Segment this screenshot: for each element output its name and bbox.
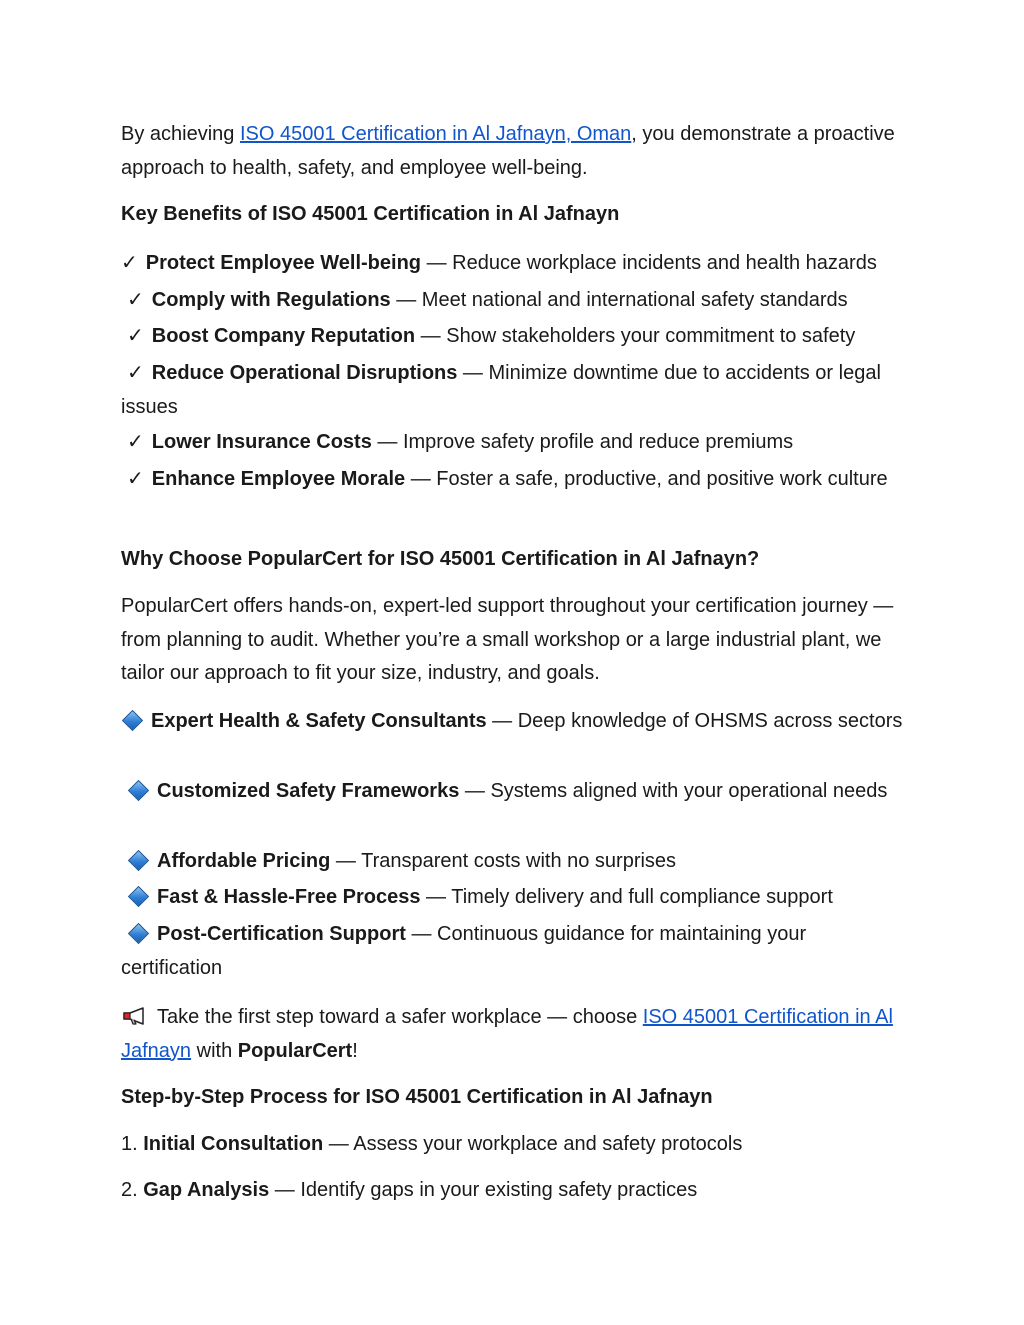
benefit-item [121,320,917,354]
benefit-text: — Reduce workplace incidents and health hazards [421,252,877,274]
check-icon: ✓ [127,431,144,453]
benefit-title: Boost Company Reputation [151,325,416,347]
why-item-text: — Continuous guidance for maintaining your certification [121,923,807,979]
blue-diamond-icon [122,710,143,731]
benefits-heading: Key Benefits of ISO 45001 Certification in Al Jafnayn [121,203,620,225]
intro-text-before: By achieving [121,123,240,145]
cta-brand: PopularCert [237,1039,353,1062]
benefit-item [121,463,911,497]
benefit-text: — Meet national and international safety standards [390,289,848,311]
cta-text-after: ! [352,1039,358,1062]
why-item-title: Customized Safety Frameworks [157,780,460,802]
why-heading: Why Choose PopularCert for ISO 45001 Certification in Al Jafnayn? [121,548,760,570]
check-icon: ✓ [127,468,144,490]
megaphone-icon [121,1006,149,1026]
steps-heading: Step-by-Step Process for ISO 45001 Certification in Al Jafnayn [121,1086,713,1108]
step-item [121,1174,911,1208]
benefit-title: Protect Employee Well-being [145,252,422,274]
intro-text-after: , you demonstrate a proactive approach to health, safety, and employee well-being. [121,123,895,179]
blue-diamond-icon [128,850,149,871]
cta-text-middle: with [191,1039,238,1062]
check-icon: ✓ [127,325,144,347]
blue-diamond-icon [128,886,149,907]
benefit-item [121,357,911,424]
blue-diamond-icon [128,923,149,944]
step-title: Gap Analysis [143,1179,270,1201]
why-item-text: — Transparent costs with no surprises [330,850,677,872]
why-item-title: Affordable Pricing [157,850,331,872]
iso-certification-link[interactable]: ISO 45001 Certification in Al Jafnayn, Oman [239,123,632,145]
blue-diamond-icon [128,780,149,801]
benefit-text: — Improve safety profile and reduce premiums [371,431,794,453]
intro-paragraph [121,118,911,185]
why-item [121,881,917,915]
benefit-title: Comply with Regulations [151,289,391,311]
cta-text-before: Take the first step toward a safer workplace — choose [157,1006,643,1028]
benefit-text: — Minimize downtime due to accidents or legal issues [121,362,881,418]
benefit-title: Lower Insurance Costs [151,431,372,453]
benefit-text: — Foster a safe, productive, and positive work culture [405,468,888,490]
why-item [121,918,911,985]
check-icon: ✓ [127,362,144,384]
step-text: — Assess your workplace and safety protocols [323,1133,743,1155]
step-number: 1. [121,1133,144,1155]
why-item-text: — Systems aligned with your operational needs [459,780,888,802]
why-item [121,775,911,809]
benefit-title: Reduce Operational Disruptions [151,362,458,384]
why-paragraph: PopularCert offers hands-on, expert-led support throughout your certification journey — from planning to audit. Whether you’re a small workshop or a large industrial plant, we tailor our approach to fit your size, industry, and goals. [121,595,894,684]
why-item-title: Fast & Hassle-Free Process [157,886,421,908]
why-item-text: — Deep knowledge of OHSMS across sectors [486,710,903,732]
why-item [121,705,911,739]
benefit-item [121,426,917,460]
step-number: 2. [121,1179,144,1201]
cta-paragraph [121,1001,911,1068]
why-item-title: Expert Health & Safety Consultants [151,710,487,732]
check-icon: ✓ [127,289,144,311]
step-title: Initial Consultation [143,1133,324,1155]
why-item-title: Post-Certification Support [157,923,406,945]
benefit-item [121,247,911,281]
why-item [121,845,917,879]
check-icon: ✓ [121,252,138,274]
cta-certification-link[interactable]: ISO 45001 Certification in Al Jafnayn [121,1006,893,1062]
why-item-text: — Timely delivery and full compliance support [420,886,833,908]
step-item [121,1128,911,1162]
benefit-title: Enhance Employee Morale [151,468,406,490]
step-text: — Identify gaps in your existing safety practices [269,1179,698,1201]
benefit-text: — Show stakeholders your commitment to safety [415,325,856,347]
benefit-item [121,284,917,318]
